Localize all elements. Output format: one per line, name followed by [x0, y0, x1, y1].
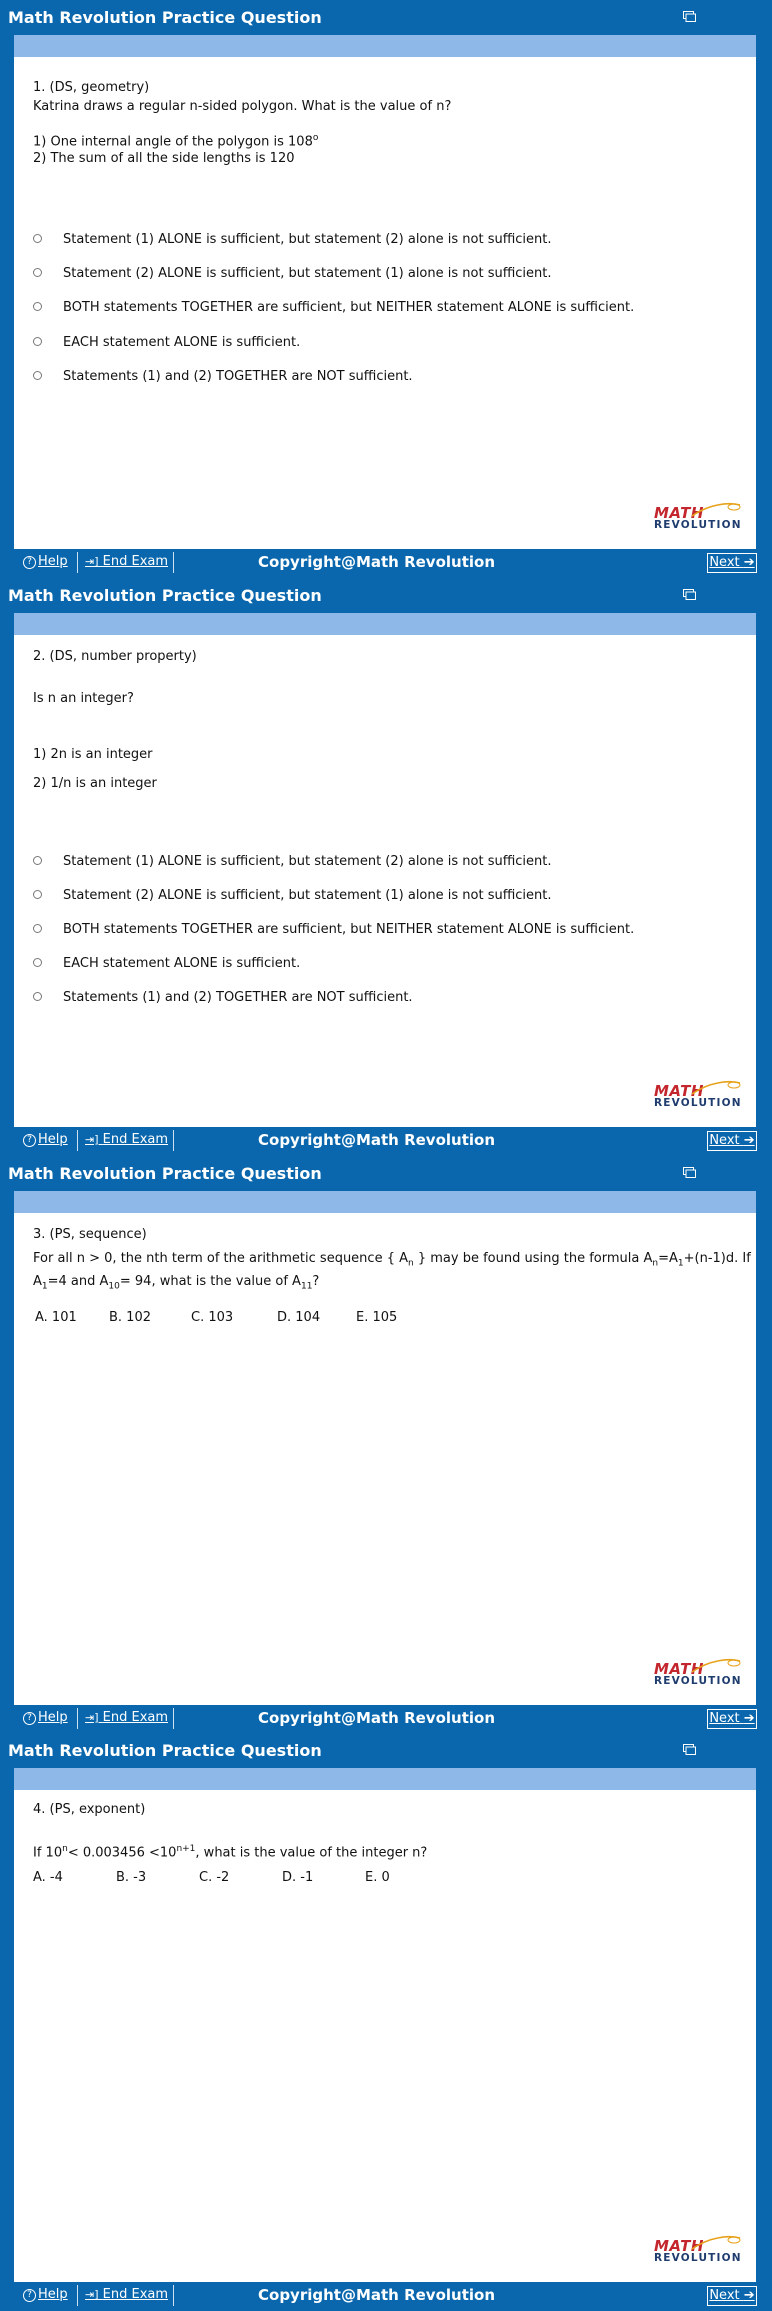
end-exam-button[interactable]: ⇥] End Exam [85, 1131, 169, 1147]
footer-bar [14, 1705, 756, 1733]
exit-icon: ⇥] [85, 1132, 99, 1146]
answer-option-a[interactable]: Statement (1) ALONE is sufficient, but statement (2) alone is not sufficient. [33, 854, 552, 869]
question-text: If $10^n< 0.003456 <10^{n+1}$, what is the value of the integer n? [33, 1844, 428, 1861]
radio-button[interactable] [33, 890, 42, 899]
title-bar [0, 1156, 772, 1191]
answer-option-b[interactable]: Statement (2) ALONE is sufficient, but statement (1) alone is not sufficient. [33, 888, 552, 903]
copyright-text: Copyright@Math Revolution [258, 1708, 495, 1727]
answer-option-e[interactable]: Statements (1) and (2) TOGETHER are NOT sufficient. [33, 990, 413, 1005]
window-icon[interactable] [683, 1744, 696, 1755]
choice-a[interactable]: A. 101 [35, 1309, 77, 1325]
question-area [14, 1213, 756, 1705]
question-header: 2. (DS, number property) [33, 648, 197, 664]
radio-button[interactable] [33, 337, 42, 346]
end-exam-button[interactable]: ⇥] End Exam [85, 1709, 169, 1725]
answer-option-b[interactable]: Statement (2) ALONE is sufficient, but statement (1) alone is not sufficient. [33, 266, 552, 281]
question-panel-2 [0, 578, 772, 1156]
arrow-right-icon: ➔ [743, 1132, 755, 1148]
answer-option-a[interactable]: Statement (1) ALONE is sufficient, but statement (2) alone is not sufficient. [33, 232, 552, 247]
footer-bar [14, 1127, 756, 1155]
question-area [14, 57, 756, 549]
question-text-line-2: $A_1=4$ and $A_{10}= 94$, what is the value of $A_{11}$? [33, 1273, 320, 1292]
question-header: 4. (PS, exponent) [33, 1802, 146, 1818]
answer-option-c[interactable]: BOTH statements TOGETHER are sufficient, but NEITHER statement ALONE is sufficient. [33, 300, 634, 315]
app-title: Math Revolution Practice Question [8, 1741, 322, 1761]
statement-2: 2) The sum of all the side lengths is 120 [33, 151, 295, 166]
sub-toolbar [14, 35, 756, 57]
sub-toolbar [14, 613, 756, 635]
divider [77, 1708, 78, 1729]
help-icon: ? [23, 1712, 36, 1725]
question-panel-4 [0, 1733, 772, 2311]
copyright-text: Copyright@Math Revolution [258, 1130, 495, 1149]
question-panel-1 [0, 0, 772, 578]
sub-toolbar [14, 1768, 756, 1790]
radio-button[interactable] [33, 371, 42, 380]
arrow-right-icon: ➔ [743, 2288, 755, 2304]
choice-c[interactable]: C. 103 [191, 1309, 234, 1325]
next-button[interactable]: Next ➔ [707, 1131, 757, 1151]
divider [173, 2285, 174, 2306]
next-button[interactable]: Next ➔ [707, 553, 757, 573]
window-icon[interactable] [683, 1167, 696, 1178]
title-bar [0, 578, 772, 613]
statement-1: 1) 2n is an integer [33, 746, 153, 762]
exit-icon: ⇥] [85, 1710, 99, 1724]
sub-toolbar [14, 1191, 756, 1213]
help-icon: ? [23, 556, 36, 569]
question-area [14, 635, 756, 1127]
divider [173, 552, 174, 573]
help-button[interactable]: ? Help [23, 553, 68, 571]
divider [77, 552, 78, 573]
math-revolution-logo: MATH REVOLUTION [654, 1081, 742, 1109]
title-bar [0, 0, 772, 35]
choice-a[interactable]: A. -4 [33, 1870, 63, 1886]
statement-1: 1) One internal angle of the polygon is 108$^o$ [33, 133, 319, 150]
choice-b[interactable]: B. -3 [116, 1870, 147, 1886]
question-text: Is n an integer? [33, 690, 134, 706]
statement-2: 2) 1/n is an integer [33, 775, 157, 791]
radio-button[interactable] [33, 958, 42, 967]
divider [77, 1130, 78, 1151]
app-title: Math Revolution Practice Question [8, 1163, 322, 1183]
divider [77, 2285, 78, 2306]
app-title: Math Revolution Practice Question [8, 8, 322, 27]
window-icon[interactable] [683, 589, 696, 600]
answer-choices [35, 1310, 397, 1325]
radio-button[interactable] [33, 924, 42, 933]
exit-icon: ⇥] [85, 2288, 99, 2302]
next-button[interactable]: Next ➔ [707, 2286, 757, 2306]
help-button[interactable]: ? Help [23, 1709, 68, 1727]
window-icon[interactable] [683, 11, 696, 22]
question-header: 1. (DS, geometry) [33, 80, 150, 95]
end-exam-button[interactable]: ⇥] End Exam [85, 2287, 169, 2303]
choice-c[interactable]: C. -2 [199, 1870, 230, 1886]
math-revolution-logo: MATH REVOLUTION [654, 1659, 742, 1687]
question-area [14, 1790, 756, 2282]
question-text: Katrina draws a regular n-sided polygon. What is the value of n? [33, 99, 452, 114]
divider [173, 1708, 174, 1729]
radio-button[interactable] [33, 234, 42, 243]
answer-option-d[interactable]: EACH statement ALONE is sufficient. [33, 956, 300, 971]
arrow-right-icon: ➔ [743, 1710, 755, 1726]
radio-button[interactable] [33, 302, 42, 311]
choice-e[interactable]: E. 0 [365, 1870, 390, 1886]
math-revolution-logo: MATH REVOLUTION [654, 2237, 742, 2265]
help-button[interactable]: ? Help [23, 2286, 68, 2304]
math-revolution-logo: MATH REVOLUTION [654, 504, 742, 531]
question-panel-3 [0, 1156, 772, 1734]
footer-bar [14, 2282, 756, 2310]
answer-option-d[interactable]: EACH statement ALONE is sufficient. [33, 335, 300, 350]
copyright-text: Copyright@Math Revolution [258, 2286, 495, 2305]
arrow-right-icon: ➔ [743, 555, 755, 570]
title-bar [0, 1733, 772, 1768]
divider [173, 1130, 174, 1151]
exit-icon: ⇥] [85, 555, 99, 568]
answer-choices [33, 1870, 390, 1885]
answer-option-c[interactable]: BOTH statements TOGETHER are sufficient, but NEITHER statement ALONE is sufficient. [33, 922, 634, 937]
next-button[interactable]: Next ➔ [707, 1709, 757, 1729]
radio-button[interactable] [33, 992, 42, 1001]
help-icon: ? [23, 2289, 36, 2302]
copyright-text: Copyright@Math Revolution [258, 553, 495, 571]
choice-d[interactable]: D. 104 [277, 1309, 321, 1325]
end-exam-button[interactable]: ⇥] End Exam [85, 554, 169, 569]
footer-bar [14, 549, 756, 577]
choice-e[interactable]: E. 105 [356, 1309, 398, 1325]
question-header: 3. (PS, sequence) [33, 1226, 147, 1242]
radio-button[interactable] [33, 856, 42, 865]
question-text-line-1: For all n > 0, the nth term of the arithmetic sequence { $A_n$ } may be found using the formula $A_n=A_1+(n-1)d$. If [33, 1250, 751, 1269]
choice-b[interactable]: B. 102 [109, 1309, 151, 1325]
app-title: Math Revolution Practice Question [8, 585, 322, 605]
help-icon: ? [23, 1134, 36, 1147]
answer-option-e[interactable]: Statements (1) and (2) TOGETHER are NOT sufficient. [33, 369, 413, 384]
help-button[interactable]: ? Help [23, 1131, 68, 1149]
choice-d[interactable]: D. -1 [282, 1870, 314, 1886]
radio-button[interactable] [33, 268, 42, 277]
